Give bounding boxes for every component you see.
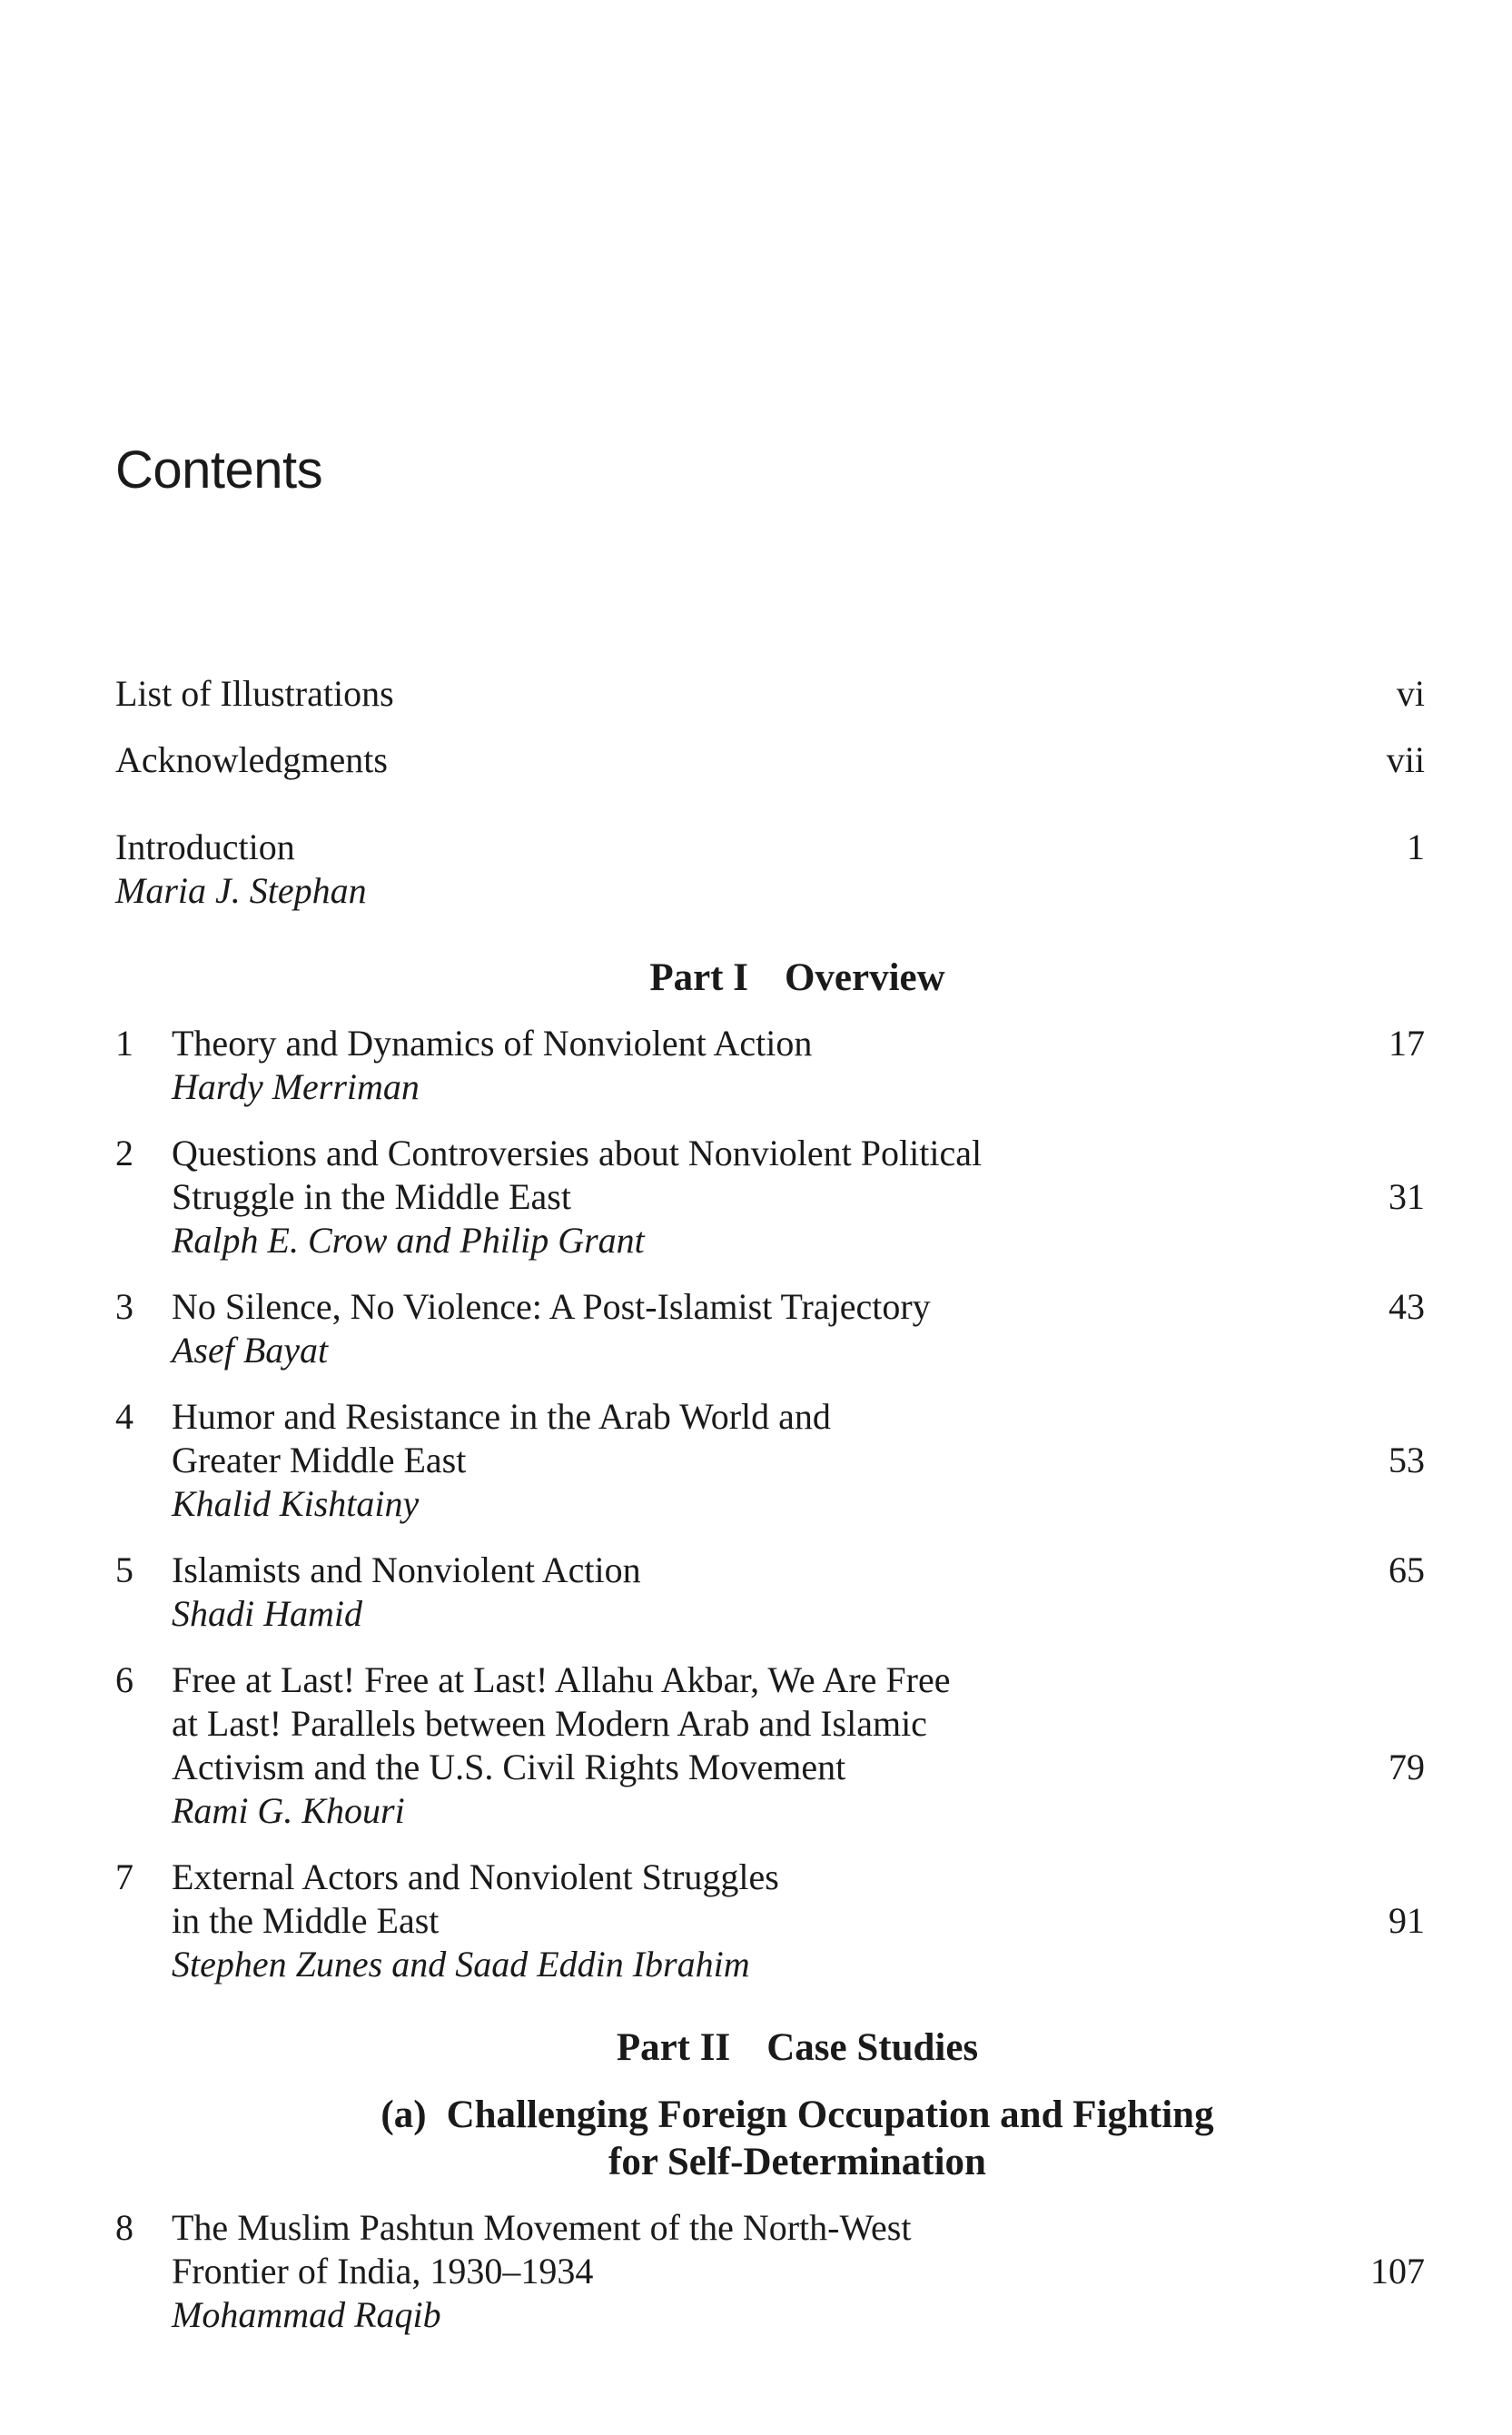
part-title: Overview [784, 956, 945, 999]
entry-page-number: vii [1386, 739, 1425, 780]
chapter-author: Shadi Hamid [172, 1593, 362, 1634]
chapter-number: 7 [115, 1856, 133, 1897]
part-label: Part I [649, 956, 748, 999]
entry-page-number: 53 [1388, 1440, 1425, 1480]
page-title: Contents [115, 440, 323, 500]
table-of-contents [115, 672, 1425, 2337]
entry-title: Introduction [115, 827, 295, 867]
section-heading [115, 2092, 1425, 2186]
chapter-author: Rami G. Khouri [172, 1790, 405, 1831]
chapter-number: 3 [115, 1286, 133, 1327]
toc-entry-chapter[interactable] [115, 1856, 1425, 1986]
entry-page-number: 17 [1388, 1023, 1425, 1064]
chapter-title: Free at Last! Free at Last! Allahu Akbar, We Are Free at Last! Parallels between Modern Arab and Islamic Activism and the U.S. Civil Rights Movement [172, 1659, 951, 1787]
entry-page-number: vi [1396, 673, 1425, 714]
toc-entry-chapter[interactable] [115, 1395, 1425, 1526]
chapter-number: 2 [115, 1133, 133, 1173]
toc-entry-chapter[interactable] [115, 1285, 1425, 1372]
part-title: Case Studies [766, 2026, 979, 2069]
chapter-title: Questions and Controversies about Nonviolent Political Struggle in the Middle East [172, 1133, 983, 1217]
chapter-title: No Silence, No Violence: A Post-Islamist Trajectory [172, 1286, 931, 1327]
entry-page-number: 107 [1370, 2251, 1425, 2291]
chapter-author: Khalid Kishtainy [172, 1483, 420, 1524]
chapter-title: Theory and Dynamics of Nonviolent Action [172, 1023, 813, 1064]
chapter-title: Humor and Resistance in the Arab World and Greater Middle East [172, 1396, 831, 1480]
chapter-author: Ralph E. Crow and Philip Grant [172, 1220, 645, 1261]
chapter-author: Asef Bayat [172, 1330, 329, 1371]
chapter-author: Hardy Merriman [172, 1066, 420, 1107]
toc-entry-chapter[interactable] [115, 2206, 1425, 2337]
section-title-line2: for Self-Determination [608, 2141, 986, 2183]
toc-entry-illustrations[interactable] [115, 672, 1425, 716]
entry-page-number: 79 [1388, 1747, 1425, 1787]
chapter-number: 1 [115, 1023, 133, 1064]
entry-page-number: 91 [1388, 1900, 1425, 1941]
entry-author: Maria J. Stephan [115, 870, 367, 911]
toc-entry-introduction[interactable] [115, 826, 1425, 913]
entry-title: Acknowledgments [115, 739, 388, 780]
toc-entry-chapter[interactable] [115, 1022, 1425, 1109]
toc-entry-acknowledgments[interactable] [115, 738, 1425, 782]
part-heading [115, 955, 1425, 1002]
toc-entry-chapter[interactable] [115, 1132, 1425, 1262]
chapter-number: 6 [115, 1659, 133, 1700]
toc-entry-chapter[interactable] [115, 1549, 1425, 1636]
chapter-number: 5 [115, 1549, 133, 1590]
part-label: Part II [616, 2026, 731, 2069]
entry-title: List of Illustrations [115, 673, 394, 714]
chapter-title: The Muslim Pashtun Movement of the North-West Frontier of India, 1930–1934 [172, 2207, 912, 2291]
chapter-author: Mohammad Raqib [172, 2294, 441, 2335]
entry-page-number: 65 [1388, 1549, 1425, 1590]
chapter-number: 8 [115, 2207, 133, 2248]
part-heading [115, 2024, 1425, 2072]
chapter-title: Islamists and Nonviolent Action [172, 1549, 641, 1590]
entry-page-number: 43 [1388, 1286, 1425, 1327]
chapter-author: Stephen Zunes and Saad Eddin Ibrahim [172, 1944, 750, 1985]
toc-entry-chapter[interactable] [115, 1658, 1425, 1833]
section-label: (a) [380, 2094, 427, 2136]
section-title-line1: Challenging Foreign Occupation and Fighting [446, 2094, 1214, 2136]
entry-page-number: 31 [1388, 1176, 1425, 1217]
chapter-number: 4 [115, 1396, 133, 1437]
entry-page-number: 1 [1407, 827, 1425, 867]
chapter-title: External Actors and Nonviolent Struggles in the Middle East [172, 1856, 779, 1941]
